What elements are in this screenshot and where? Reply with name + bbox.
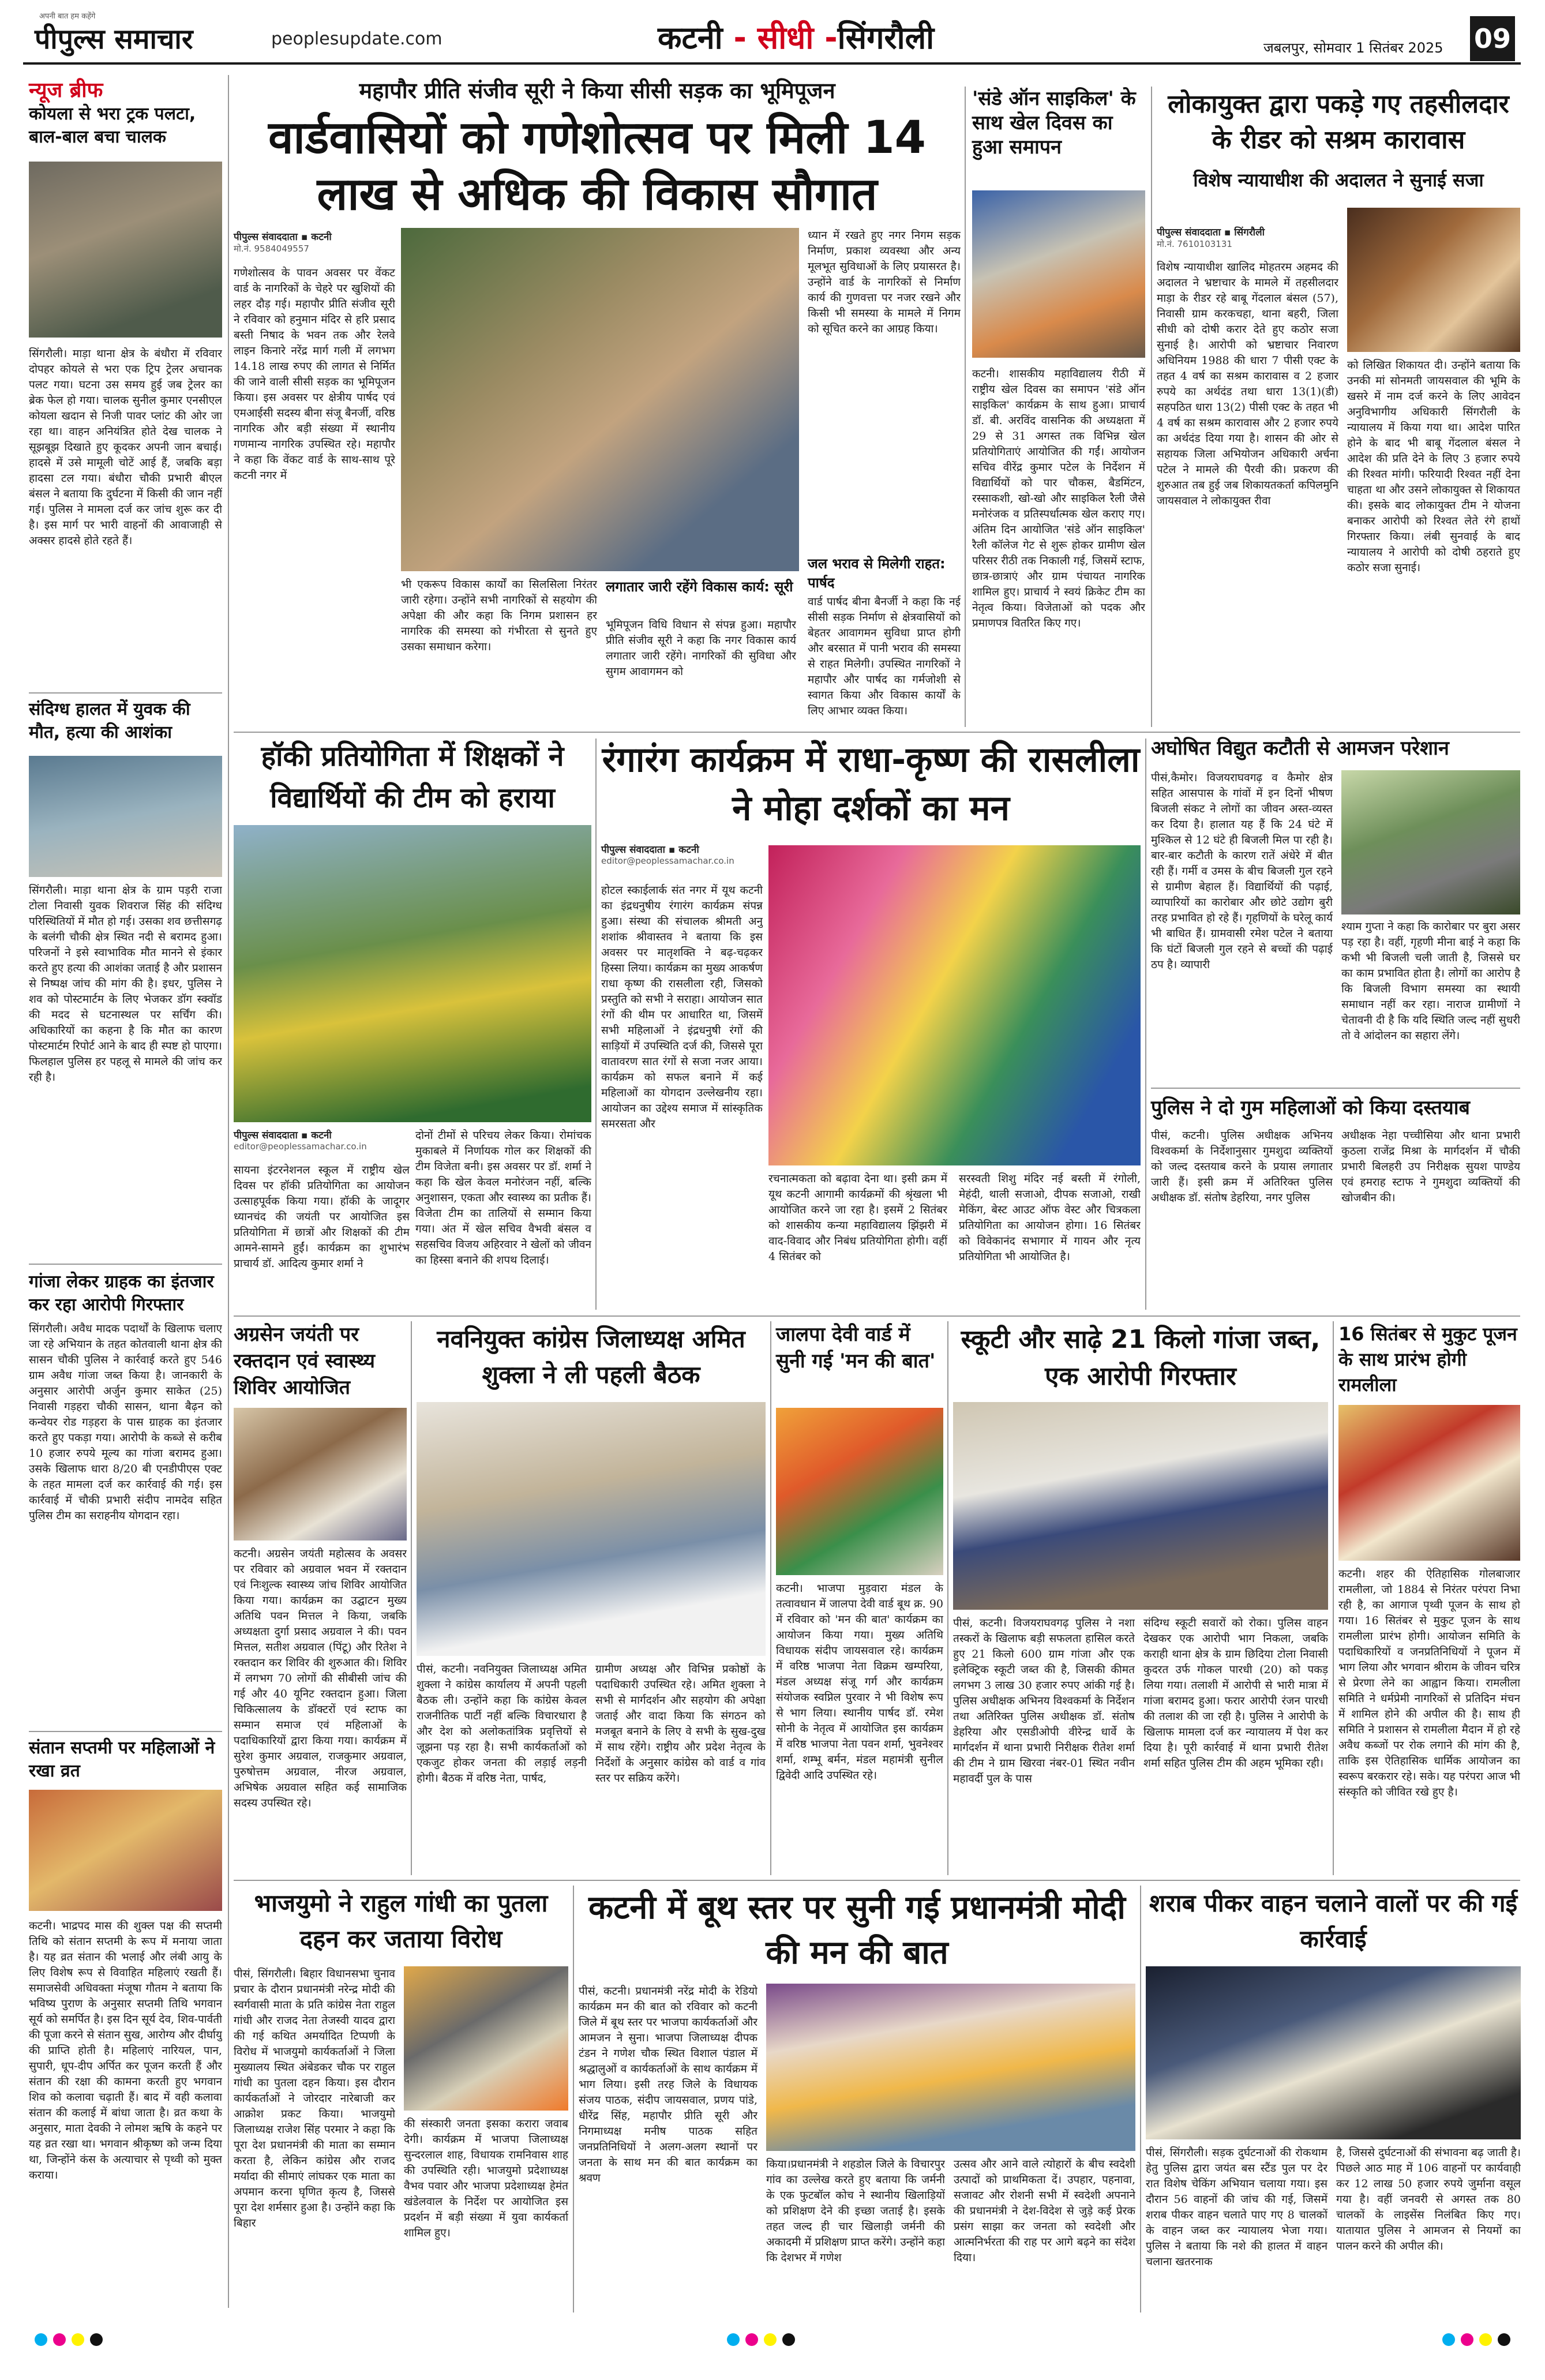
story-body: दोनों टीमों से परिचय लेकर किया। रोमांचक मुकाबले में निर्णायक गोल कर शिक्षकों की टीम विजेता बनी। इस अवसर पर डॉ. शर्मा ने कहा कि खेल केवल मनोरंजन नहीं, बल्कि अनुशासन, एकता और स्वास्थ्य का प्रतीक हैं। विजेता टीम का तालियों से सम्मान किया गया। अंत में खेल सचिव वैभवी बंसल व सहसचिव विजय अहिरवार ने खेलों को जीवन का हिस्सा बनाने की शपथ दिलाई। (415, 1129, 591, 1266)
story-photo-jalpa (776, 1408, 943, 1575)
registration-mark-cyan (1442, 2333, 1455, 2346)
story-headline: अग्रसेन जयंती पर रक्तदान एवं स्वास्थ्य शिविर आयोजित (234, 1323, 375, 1399)
story-headline: शराब पीकर वाहन चलाने वालों पर की गई कार्रवाई (1149, 1889, 1518, 1953)
story-body: संदिग्ध स्कूटी सवारों को रोका। पुलिस वाहन देखकर एक आरोपी भाग निकला, जबकि कराही थाना क्षेत्र के ग्राम छिदिया टोला निवासी कुदरत उर्फ गोकल पारधी (20) को पकड़ लिया गया। तलाशी में आरोपी से भारी मात्रा में गांजा बरामद हुआ। फरार आरोपी रंजन पारधी की तलाश की जा रही है। पुलिस ने आरोपी के खिलाफ मामला दर्ज कर न्यायालय में पेश कर दिया है। पूरी कार्रवाई में थाना प्रभारी रीतेश शर्मा सहित पुलिस टीम की अहम भूमिका रही। (1143, 1617, 1328, 1770)
dateline: जबलपुर, सोमवार 1 सितंबर 2025 (1263, 40, 1443, 56)
byline-phone: मो.नं. 9584049557 (234, 243, 309, 254)
story-mannkibaat (579, 1886, 1135, 2312)
story-headline: नवनियुक्त कांग्रेस जिलाध्यक्ष अमित शुक्ला ने ली पहली बैठक (437, 1325, 745, 1389)
story-bjym (234, 1886, 568, 2312)
story-photo-hockey (234, 825, 591, 1122)
brief-body: कटनी। भाद्रपद मास की शुक्ल पक्ष की सप्तमी तिथि को संतान सप्तमी के रूप में मनाया जाता है। यह व्रत संतान की भलाई और लंबी आयु के लिए विशेष रूप से विवाहित महिलाएं रखती हैं। समाजसेवी अधिवक्ता मंजूषा गौतम ने बताया कि भविष्य पुराण के अनुसार सप्तमी तिथि भगवान सूर्य को समर्पित है। इस दिन सूर्य देव, शिव-पार्वती की पूजा करने से संतान सुख, आरोग्य और दीर्घायु की प्राप्ति होती है। महिलाएं नारियल, पान, सुपारी, धूप-दीप अर्पित कर पूजन करती हैं और संतान की रक्षा की कामना करती हुए भगवान शिव को कलावा चढ़ाती हैं। बाद में वही कलावा संतान की कलाई में बांधा जाता है। व्रत कथा के अनुसार, माता देवकी ने लोमश ऋषि के कहने पर यह व्रत रखा था। भगवान श्रीकृष्ण को जन्म दिया था, जिन्होंने कंस के अत्याचार से पृथ्वी को मुक्त कराया। (29, 1920, 222, 2182)
column-rule (411, 1321, 412, 1875)
column-rule (1151, 87, 1152, 727)
registration-mark-yellow (1479, 2333, 1492, 2346)
page-number: 09 (1470, 16, 1515, 61)
story-main (234, 75, 961, 727)
section-singrauli: सिंगरौली (837, 20, 935, 56)
website-url[interactable]: peoplesupdate.com (271, 29, 442, 49)
registration-mark-magenta (53, 2333, 66, 2346)
story-body: ग्रामीण अध्यक्ष और विभिन्न प्रकोष्ठों के पदाधिकारी उपस्थित रहे। अमित शुक्ला ने सभी से मार्गदर्शन और सहयोग की अपेक्षा जताई और वादा किया कि संगठन को मजबूत बनाने के लिए वे सभी के सुख-दुख में साथ रहेंगे। राष्ट्रीय और प्रदेश नेतृत्व के निर्देशों के अनुसार कांग्रेस को वार्ड व गांव स्तर पर सक्रिय करेंगे। (595, 1663, 766, 1785)
story-body: सायना इंटरनेशनल स्कूल में राष्ट्रीय खेल दिवस पर हॉकी प्रतियोगिता का आयोजन उत्साहपूर्वक किया गया। हॉकी के जादूगर ध्यानचंद की जयंती पर आयोजित इस प्रतियोगिता में छात्रों और शिक्षकों की टीम आमने-सामने हुईं। कार्यक्रम का शुभारंभ प्राचार्य डॉ. आदित्य कुमार शर्मा ने (234, 1164, 410, 1270)
section-divider (234, 732, 1520, 733)
story-body: भूमिपूजन विधि विधान से संपन्न हुआ। महापौर प्रीति संजीव सूरी ने कहा कि नगर विकास कार्य लगातार जारी रहेंगे। नागरिकों की सुविधा और सुगम आवागमन को (606, 619, 796, 678)
story-body: कटनी। शासकीय महाविद्यालय रीठी में राष्ट्रीय खेल दिवस का समापन 'संडे ऑन साइकिल' कार्यक्रम के साथ हुआ। प्राचार्य डॉ. बी. अरविंद वासनिक की अध्यक्षता में 29 से 31 अगस्त तक विभिन्न खेल प्रतियोगिताएं आयोजित की गईं। आयोजन सचिव वीरेंद्र कुमार पटेल के निर्देशन में विद्यार्थियों को पार चौकस, बैडमिंटन, रस्साकशी, खो-खो और साइकिल रैली जैसे मनोरंजक व प्रतिस्पर्धात्मक खेल कराए गए। अंतिम दिन आयोजित 'संडे ऑन साइकिल' रैली कॉलेज गेट से शुरू होकर ग्रामीण खेल परिसर रीठी तक निकाली गई, जिसमें स्टाफ, छात्र-छात्राएं और ग्राम पंचायत नागरिक शामिल हुए। प्राचार्य ने स्वयं क्रिकेट टीम का नेतृत्व किया। विजेताओं को पदक और प्रमाणपत्र वितरित किए गए। (972, 368, 1145, 629)
news-brief-column (29, 75, 222, 2314)
story-headline: हॉकी प्रतियोगिता में शिक्षकों ने विद्यार्थियों की टीम को हराया (261, 740, 564, 814)
story-headline: वार्डवासियों को गणेशोत्सव पर मिली 14 लाख से अधिक की विकास सौगात (268, 112, 926, 220)
brief-body: सिंगरौली। अवैध मादक पदार्थों के खिलाफ चलाए जा रहे अभियान के तहत कोतवाली थाना क्षेत्र की सासन चौकी पुलिस ने कार्रवाई करते हुए 546 ग्राम अवैध गांजा जब्त किया है। जानकारी के अनुसार आरोपी अर्जुन कुमार साकेत (25) निवासी गड़हरा चौकी सासन, थाना बैढ़न को कन्वेयर रोड गड़हरा के पास ग्राहक का इंतजार करते हुए पकड़ा गया। आरोपी के कब्जे से करीब 10 हजार रुपये मूल्य का गांजा बरामद हुआ। उसके खिलाफ धारा 8/20 बी एनडीपीएस एक्ट के तहत मामला दर्ज कर कार्रवाई की गई। इस कार्रवाई में चौकी प्रभारी संदीप नामदेव सहित पुलिस टीम का सराहनीय योगदान रहा। (29, 1322, 222, 1522)
story-photo-raasleela (768, 845, 1141, 1165)
story-body: ध्यान में रखते हुए नगर निगम सड़क निर्माण, प्रकाश व्यवस्था और अन्य मूलभूत सुविधाओं के लिए प्रयासरत है। उन्होंने वार्ड के नागरिकों से निर्माण कार्य की गुणवत्ता पर नजर रखने और किसी भी समस्या के मामले में निगम को सूचित करने का आग्रह किया। (808, 229, 961, 335)
story-drunk-driving (1146, 1886, 1521, 2312)
story-photo-seized-ganja (953, 1402, 1328, 1610)
column-rule (965, 87, 966, 727)
divider (29, 1731, 222, 1732)
byline: पीपुल्स संवाददाता ▪ सिंगरौली मो.नं. 7610103131 (1157, 225, 1341, 250)
story-headline: रंगारंग कार्यक्रम में राधा-कृष्ण की रासलीला ने मोहा दर्शकों का मन (602, 740, 1140, 829)
story-ramleela (1338, 1321, 1520, 1875)
brief-title: संदिग्ध हालत में युवक की मौत, हत्या की आशंका (29, 699, 190, 743)
story-body: उत्सव और आने वाले त्योहारों के बीच स्वदेशी उत्पादों को प्राथमिकता दें। उपहार, पहनावा, सजावट और रोशनी सभी में स्वदेशी अपनाने की प्रधानमंत्री ने देश-विदेश से जुड़े कई प्रेरक प्रसंग साझा कर जनता को स्वदेशी और आत्मनिर्भरता की राह पर आगे बढ़ने का संदेश दिया। (954, 2158, 1135, 2264)
registration-mark-black (782, 2333, 795, 2346)
column-rule (573, 1886, 574, 2312)
column-rule (770, 1321, 771, 1875)
brief-body: सिंगरौली। माड़ा थाना क्षेत्र के ग्राम पड़री राजा टोला निवासी युवक शिवराज सिंह की संदिग्ध परिस्थितियों में मौत हो गई। उसका शव छत्तीसगढ़ के बलंगी चौकी क्षेत्र स्थित नदी से बरामद हुआ। परिजनों ने इसे स्वाभाविक मौत मानने से इंकार करते हुए हत्या की आशंका जताई है और प्रशासन से निष्पक्ष जांच की मांग की है। इधर, पुलिस ने शव को पोस्टमार्टम के लिए भेजकर डॉग स्क्वॉड की मदद से घटनास्थल पर सर्चिंग की। अधिकारियों का कहना है कि मौत का कारण पोस्टमार्टम रिपोर्ट आने के बाद ही स्पष्ट हो पाएगा। फिलहाल पुलिस हर पहलू से मामले की जांच कर रही है। (29, 884, 222, 1084)
registration-mark-black (90, 2333, 103, 2346)
section-divider (234, 1315, 1520, 1317)
column-rule (1333, 1321, 1334, 1875)
story-body: वार्ड पार्षद बीना बैनर्जी ने कहा कि नई सीसी सड़क निर्माण से क्षेत्रवासियों को बेहतर आवागमन सुविधा प्राप्त होगी और बरसात में पानी भराव की समस्या से राहत मिलेगी। उपस्थित नागरिकों ने महापौर और पार्षद का गर्मजोशी से स्वागत किया और विकास कार्यों के लिए आभार व्यक्त किया। (808, 595, 961, 717)
story-headline: भाजयुमो ने राहुल गांधी का पुतला दहन कर जताया विरोध (254, 1889, 548, 1953)
logo-text: पीपुल्स समाचार (35, 23, 193, 55)
divider (29, 1264, 222, 1265)
story-kicker: महापौर प्रीति संजीव सूरी ने किया सीसी सड़क का भूमिपूजन (359, 78, 835, 103)
story-headline: कटनी में बूथ स्तर पर सुनी गई प्रधानमंत्री मोदी की मन की बात (588, 1889, 1126, 1972)
story-photo-blood-donation (234, 1408, 407, 1541)
byline-phone: मो.नं. 7610103131 (1157, 239, 1232, 249)
print-registration-strip (0, 2325, 1545, 2354)
story-body: गणेशोत्सव के पावन अवसर पर वेंकट वार्ड के नागरिकों के चेहरे पर खुशियों की लहर दौड़ गई। महापौर प्रीति संजीव सूरी ने रविवार को हनुमान मंदिर से हरि प्रसाद बस्ती निषाद के भवन तक और रेलवे लाइन किनारे नरेंद्र मार्ग गली में लगभग 14.18 लाख रुपए की लागत से निर्मित की जाने वाली सीसी सड़क का भूमिपूजन किया। इस अवसर पर क्षेत्रीय पार्षद एवं एमआईसी सदस्य बीना संजू बैनर्जी, वरिष्ठ नागरिक और बड़ी संख्या में स्थानीय गणमान्य नागरिक उपस्थित रहे। महापौर ने कहा कि वेंकट वार्ड के साथ-साथ पूरे कटनी नगर में (234, 267, 395, 482)
byline-name: पीपुल्स संवाददाता (234, 1130, 298, 1141)
masthead-rule (23, 62, 1521, 65)
byline-place: सिंगरौली (1234, 227, 1265, 238)
column-rule (595, 739, 597, 1310)
byline-place: कटनी (678, 844, 699, 856)
byline-name: पीपुल्स संवाददाता (601, 844, 665, 856)
brief-photo-women (29, 1790, 222, 1911)
byline-name: पीपुल्स संवाददाता (1157, 227, 1221, 238)
story-raasleela (601, 736, 1141, 1313)
story-body: पीसं, कटनी। नवनियुक्त जिलाध्यक्ष अमित शुक्ला ने कांग्रेस कार्यालय में अपनी पहली बैठक ली। उन्होंने कहा कि कांग्रेस केवल राजनीतिक पार्टी नहीं बल्कि विचारधारा है और देश को अलोकतांत्रिक प्रवृत्तियों से जूझना पड़ रहा है। सभी कार्यकर्ताओं को एकजुट होकर जनता की लड़ाई लड़नी होगी। बैठक में वरिष्ठ नेता, पार्षद, (417, 1663, 587, 1785)
registration-mark-magenta (1461, 2333, 1473, 2346)
story-body: की संस्कारी जनता इसका करारा जवाब देगी। कार्यक्रम में भाजपा जिलाध्यक्ष सुन्दरलाल शाह, विधायक रामनिवास शाह की उपस्थिति रही। भाजयुमो प्रदेशाध्यक्ष वैभव पवार और भाजपा प्रदेशाध्यक्ष हेमंत खंडेलवाल के निर्देश पर आयोजित इस प्रदर्शन में बड़ी संख्या में युवा कार्यकर्ता शामिल हुए। (404, 2117, 568, 2239)
byline: पीपुल्स संवाददाता ▪ कटनी मो.नं. 9584049557 (234, 230, 395, 254)
section-sidhi: सीधी (757, 20, 814, 56)
brief-title: संतान सप्तमी पर महिलाओं ने रखा व्रत (29, 1738, 215, 1781)
column-rule (1145, 739, 1146, 1310)
story-body: अधीक्षक नेहा पच्चीसिया और थाना प्रभारी कुठला राजेंद्र मिश्रा के मार्गदर्शन में चौकी प्रभारी बिलहरी उप निरीक्षक सुयश पाण्डेय एवं हमराह स्टाफ ने गुमशुदा व्यक्तियों की खोजबीन की। (1341, 1129, 1520, 1204)
brief-photo-body (29, 756, 222, 877)
story-headline: जालपा देवी वार्ड में सुनी गई 'मन की बात' (776, 1323, 936, 1373)
byline: पीपुल्स संवाददाता ▪ कटनी editor@peoplessamachar.co.in (234, 1128, 410, 1152)
byline-name: पीपुल्स संवाददाता (234, 231, 298, 243)
story-photo-transformer (1341, 770, 1520, 914)
story-body: को लिखित शिकायत दी। उन्होंने बताया कि उनकी मां सोनमती जायसवाल की भूमि के खसरे में नाम दर्ज करने के लिए आवेदन अनुविभागीय अधिकारी सिंगरौली के न्यायालय में किया गया था। आदेश पारित होने के बाद भी बाबू गेंदलाल बंसल ने आदेश की प्रति देने के लिए 3 हजार रुपये की रिश्वत मांगी। फरियादी रिश्वत नहीं देना चाहता था और उसने लोकायुक्त से शिकायत की। इसके बाद लोकायुक्त टीम ने योजना बनाकर आरोपी को रिश्वत लेते रंगे हाथों गिरफ्तार किया। लंबी सुनवाई के बाद न्यायालय ने आरोपी को दोषी ठहराते हुए कठोर सजा सुनाई। (1347, 359, 1520, 574)
story-lokayukt (1157, 87, 1520, 727)
section-title (658, 15, 934, 58)
story-body: होटल स्काईलार्क संत नगर में यूथ कटनी का इंद्रधनुषीय रंगारंग कार्यक्रम संपन्न हुआ। संस्था की संचालक श्रीमती अनु शशांक श्रीवास्तव ने बताया कि इस अवसर पर मातृशक्ति ने बढ़-चढ़कर हिस्सा लिया। कार्यक्रम का मुख्य आकर्षण राधा कृष्ण की रासलीला रही, जिसको प्रस्तुति को सभी ने सराहा। आयोजन सात रंगों की थीम पर आधारित था, जिसमें सभी महिलाओं ने इंद्रधनुषी रंगों की साड़ियों में उपस्थिति दर्ज की, जिससे पूरा वातावरण सात रंगों से सजा नजर आया। कार्यक्रम को सफल बनाने में कई महिलाओं का योगदान उल्लेखनीय रहा। आयोजन का उद्देश्य समाज में सांस्कृतिक समरसता और (601, 884, 763, 1130)
byline-email[interactable]: editor@peoplessamachar.co.in (234, 1141, 367, 1152)
story-congress (417, 1321, 766, 1875)
story-body: रचनात्मकता को बढ़ावा देना था। इसी क्रम में यूथ कटनी आगामी कार्यक्रमों की श्रृंखला भी आयोजित करने जा रहा है। इसमें 2 सितंबर को शासकीय कन्या महाविद्यालय झिंझरी में वाद-विवाद और निबंध प्रतियोगिता होगी। वहीं 4 सितंबर को (768, 1172, 947, 1263)
story-body: पीसं, सिंगरौली। सड़क दुर्घटनाओं की रोकथाम हेतु पुलिस द्वारा जयंत बस स्टैंड पुल पर देर रात विशेष चेकिंग अभियान चलाया गया। इस दौरान 56 वाहनों की जांच की गई, जिसमें शराब पीकर वाहन चलाते पाए गए 8 चालकों के वाहन जब्त कर न्यायालय भेजा गया। पुलिस ने बताया कि नशे की हालत में वाहन चलाना खतरनाक (1146, 2146, 1327, 2268)
section-divider (234, 1880, 1520, 1881)
news-brief-label: न्यूज ब्रीफ (29, 78, 103, 102)
byline-place: कटनी (311, 1130, 332, 1141)
story-headline: 16 सितंबर से मुकुट पूजन के साथ प्रारंभ होगी रामलीला (1338, 1323, 1517, 1396)
registration-mark-cyan (727, 2333, 740, 2346)
story-agrasen (234, 1321, 407, 1875)
story-headline: 'संडे ऑन साइकिल' के साथ खेल दिवस का हुआ समापन (972, 87, 1136, 159)
registration-mark-cyan (35, 2333, 47, 2346)
story-photo-effigy (404, 1966, 568, 2111)
story-body: किया।प्रधानमंत्री ने शहडोल जिले के विचारपुर गांव का उल्लेख करते हुए बताया कि जर्मनी के एक फुटबॉल कोच ने स्थानीय खिलाड़ियों को प्रशिक्षण देने की इच्छा जताई है। इसके तहत जल्द ही चार खिलाड़ी जर्मनी की अकादमी में प्रशिक्षण प्राप्त करेंगे। उन्होंने कहा कि देशभर में गणेश (766, 2158, 945, 2264)
byline-email[interactable]: editor@peoplessamachar.co.in (601, 856, 734, 866)
brief-body: सिंगरौली। माड़ा थाना क्षेत्र के बंधौरा में रविवार दोपहर कोयले से भरा एक ट्रिप ट्रेलर अचानक पलट गया। घटना उस समय हुई जब ट्रेलर का ब्रेक फेल हो गया। चालक सुनील कुमार एनसीएल कोयला खदान से निजी पावर प्लांट की ओर जा रहा था। वाहन अनियंत्रित होते देख चालक ने सूझबूझ दिखाते हुए कूदकर अपनी जान बचाई। हादसे में उसे मामूली चोटें आई हैं, जबकि बड़ा हादसा टल गया। बंधौरा चौकी प्रभारी बीएल बंसल ने बताया कि दुर्घटना में किसी की जान नहीं गई। पुलिस ने मामला दर्ज कर जांच शुरू कर दी है। इस मार्ग पर भारी वाहनों की आवाजाही से अक्सर हादसे होते रहते हैं। (29, 347, 222, 547)
story-photo-mannkibaat (766, 1984, 1135, 2151)
story-body: पीसं, कटनी। विजयराघवगढ़ पुलिस ने नशा तस्करों के खिलाफ बड़ी सफलता हासिल करते हुए 21 किलो 600 ग्राम गांजा और एक इलेक्ट्रिक स्कूटी जब्त की है, जिसकी कीमत लगभग 3 लाख 30 हजार रुपए आंकी गई है। पुलिस अधीक्षक अभिनय विश्वकर्मा के निर्देशन तथा अतिरिक्त पुलिस अधीक्षक डॉ. संतोष डेहरिया और एसडीओपी वीरेन्द्र धार्वे के मार्गदर्शन में थाना प्रभारी निरीक्षक रीतेश शर्मा की टीम ने ग्राम खिरवा नंबर-01 स्थित नवीन महावर्दी पुल के पास (953, 1617, 1135, 1785)
story-sunday-cycle (972, 87, 1145, 727)
story-photo-checking (1146, 1966, 1521, 2139)
brief-title: कोयला से भरा ट्रक पलटा, बाल-बाल बचा चालक (29, 104, 196, 147)
story-body: कटनी। भाजपा मुड़वारा मंडल के तत्वावधान में जालपा देवी वार्ड बूथ क्र. 90 में रविवार को 'मन की बात' कार्यक्रम का आयोजन किया गया। मुख्य अतिथि विधायक संदीप जायसवाल रहे। कार्यक्रम में वरिष्ठ भाजपा नेता विक्रम खम्परिया, मंडल अध्यक्ष संजू गर्ग और कार्यक्रम संयोजक स्वप्निल पुरवार ने भी विशेष रूप से भाग लिया। स्थानीय पार्षद डॉ. रमेश सोनी के नेतृत्व में आयोजित इस कार्यक्रम में वरिष्ठ भाजपा नेता पवन शर्मा, भुवनेश्वर शर्मा, शम्भू बर्मन, मंडल महामंत्री सुनील द्विवेदी आदि उपस्थित रहे। (776, 1582, 943, 1782)
story-photo-congress-meeting (417, 1402, 766, 1656)
brief-title: गांजा लेकर ग्राहक का इंतजार कर रहा आरोपी गिरफ्तार (29, 1272, 214, 1315)
story-body: कटनी। शहर की ऐतिहासिक गोलबाजार रामलीला, जो 1884 से निरंतर परंपरा निभा रही है, का आगाज पृथ्वी पूजन के साथ हो गया। 16 सितंबर से मुकुट पूजन के साथ रामलीला प्रारंभ होगी। आयोजन समिति के पदाधिकारियों व जनप्रतिनिधियों ने पूजन में भाग लिया और भगवान श्रीराम के जीवन चरित्र से प्रेरणा लेने का आह्वान किया। रामलीला समिति ने धर्मप्रेमी नागरिकों से प्रतिदिन मंचन में शामिल होने की अपील की है। साथ ही समिति ने प्रशासन से रामलीला मैदान में हो रहे अवैध कब्जों पर रोक लगाने की मांग की है, ताकि इस ऐतिहासिक धार्मिक आयोजन का स्वरूप बरकरार रहे। सके। यह परंपरा आज भी संस्कृति को जीवित रखे हुए है। (1338, 1568, 1520, 1798)
story-body: श्याम गुप्ता ने कहा कि कारोबार पर बुरा असर पड़ रहा है। वहीं, गृहणी मीना बाई ने कहा कि कभी भी बिजली चली जाती है, जिससे घर का काम प्रभावित होता है। लोगों का आरोप है कि बिजली विभाग समस्या का स्थायी समाधान नहीं कर रहा। नाराज ग्रामीणों ने चेतावनी दी है कि यदि स्थिति जल्द नहीं सुधरी तो वे आंदोलन का सहारा लेंगे। (1341, 920, 1520, 1042)
story-body: है, जिससे दुर्घटनाओं की संभावना बढ़ जाती है। पिछले आठ माह में 106 वाहनों पर कार्यवाही कर 12 लाख 50 हजार रुपये जुर्माना वसूल गया है। वहीं जनवरी से अगस्त तक 80 चालकों के लाइसेंस निलंबित किए गए। यातायात पुलिस ने आमजन से नियमों का पालन करने की अपील की। (1336, 2146, 1521, 2252)
story-body: पीसं,कैमोर। विजयराघवगढ़ व कैमोर क्षेत्र सहित आसपास के गांवों में इन दिनों भीषण बिजली संकट ने लोगों का जीवन अस्त-व्यस्त कर दिया है। हालात यह हैं कि 24 घंटे में मुश्किल से 12 घंटे ही बिजली मिल पा रही है। बार-बार कटौती के कारण रातें अंधेरे में बीत रही हैं। गर्मी व उमस के बीच बिजली गुल रहने से ग्रामीण बेहाल हैं। विद्यार्थियों की पढ़ाई, व्यापारियों का कारोबार और छोटे उद्योग बुरी तरह प्रभावित हो रहे हैं। गृहणियों के घरेलू कार्य भी बाधित हैं। ग्रामवासी रमेश पटेल ने बताया कि घंटों बिजली गुल रहने से बच्चों की पढ़ाई ठप है। व्यापारी (1151, 771, 1333, 971)
byline: पीपुल्स संवाददाता ▪ कटनी editor@peoplessamachar.co.in (601, 842, 763, 866)
story-body: पीसं, कटनी। पुलिस अधीक्षक अभिनय विश्वकर्मा के निर्देशानुसार गुमशुदा व्यक्तियों को जल्द दस्तयाब करने के प्रयास लगातार जारी हैं। इसी क्रम में अतिरिक्त पुलिस अधीक्षक डॉ. संतोष डेहरिया, नगर पुलिस (1151, 1129, 1333, 1204)
registration-mark-yellow (72, 2333, 84, 2346)
column-rule (228, 75, 229, 2308)
story-photo-students (972, 190, 1145, 358)
story-body: पीसं, सिंगरौली। बिहार विधानसभा चुनाव प्रचार के दौरान प्रधानमंत्री नरेन्द्र मोदी की स्वर्गवासी माता के प्रति कांग्रेस नेता राहुल गांधी और राजद नेता तेजस्वी यादव द्वारा की गई कथित अमर्यादित टिप्पणी के विरोध में भाजयुमो कार्यकर्ताओं ने जिला मुख्यालय स्थित अंबेडकर चौक पर राहुल गांधी का पुतला दहन किया। इस दौरान कार्यकर्ताओं ने जोरदार नारेबाजी कर आक्रोश प्रकट किया। भाजयुमो जिलाध्यक्ष राजेश सिंह परमार ने कहा कि पूरा देश प्रधानमंत्री की माता का सम्मान करता है, लेकिन कांग्रेस और राजद मर्यादा की सीमाएं लांघकर एक माता का अपमान करना घृणित कृत्य है, जिससे पूरा देश शर्मसार हुआ है। उन्होंने कहा कि बिहार (234, 1967, 395, 2229)
story-photo-gavel (1347, 208, 1520, 352)
section-separator: - (733, 20, 757, 56)
story-kicker: विशेष न्यायाधीश की अदालत ने सुनाई सजा (1193, 169, 1484, 191)
story-missing-women (1151, 1093, 1520, 1313)
masthead (0, 0, 1545, 63)
story-power (1151, 736, 1520, 1082)
newspaper-logo (35, 10, 260, 55)
divider (29, 692, 222, 694)
story-headline: स्कूटी और साढ़े 21 किलो गांजा जब्त, एक आरोपी गिरफ्तार (961, 1325, 1321, 1391)
divider (1151, 1088, 1520, 1089)
section-katni: कटनी (658, 20, 723, 56)
story-headline: पुलिस ने दो गुम महिलाओं को किया दस्तयाब (1151, 1096, 1470, 1119)
registration-mark-magenta (745, 2333, 758, 2346)
story-photo-ramleela (1338, 1405, 1520, 1561)
story-scooty (953, 1321, 1328, 1875)
column-rule (1140, 1886, 1141, 2312)
story-subhead: जल भराव से मिलेगी राहत: पार्षद (808, 556, 946, 591)
story-headline: अघोषित विद्युत कटौती से आमजन परेशान (1151, 737, 1449, 760)
story-body: भी एकरूप विकास कार्यों का सिलसिला निरंतर जारी रहेगा। उन्होंने सभी नागरिकों से सहयोग की अपेक्षा की और कहा कि निगम प्रशासन हर नागरिक की समस्या को गंभीरता से सुनते हुए उसका समाधान करेगा। (401, 578, 597, 653)
story-body: पीसं, कटनी। प्रधानमंत्री नरेंद्र मोदी के रेडियो कार्यक्रम मन की बात को रविवार को कटनी जिले में बूथ स्तर पर भाजपा कार्यकर्ताओं और आमजन ने सुना। भाजपा जिलाध्यक्ष दीपक टंडन ने गणेश चौक स्थित विशाल पंडाल में श्रद्धालुओं व कार्यकर्ताओं के साथ कार्यक्रम में भाग लिया। इसी तरह जिले के विधायक संजय पाठक, संदीप जायसवाल, प्रणय पांडे, धीरेंद्र सिंह, महापौर प्रीति सूरी और निगमाध्यक्ष मनीष पाठक सहित जनप्रतिनिधियों ने अलग-अलग स्थानों पर जनता के साथ मन की बात कार्यक्रम का श्रवण (579, 1985, 757, 2184)
registration-mark-black (1498, 2333, 1510, 2346)
registration-mark-yellow (764, 2333, 777, 2346)
story-headline: लोकायुक्त द्वारा पकड़े गए तहसीलदार के रीडर को सश्रम कारावास (1168, 89, 1509, 155)
column-rule (947, 1321, 948, 1875)
brief-photo-truck (29, 162, 222, 338)
story-photo-bhoomipujan (401, 228, 799, 571)
logo-tagline: अपनी बात हम कहेंगे (39, 12, 96, 21)
byline-place: कटनी (311, 231, 332, 243)
story-subhead: लगातार जारी रहेंगे विकास कार्य: सूरी (606, 579, 793, 595)
story-hockey (234, 736, 591, 1313)
section-separator: - (824, 20, 838, 56)
story-jalpa (776, 1321, 943, 1875)
story-body: कटनी। अग्रसेन जयंती महोत्सव के अवसर पर रविवार को अग्रवाल भवन में रक्तदान एवं निःशुल्क स्वास्थ्य जांच शिविर आयोजित किया गया। कार्यक्रम का उद्घाटन मुख्य अतिथि पवन मित्तल ने किया, जबकि अध्यक्षता दुर्गा प्रसाद अग्रवाल ने की। पवन मित्तल, सतीश अग्रवाल (पिंटू) और रितेश ने रक्तदान कर शिविर की शुरुआत की। शिविर में लगभग 70 लोगों की सीबीसी जांच की गई और 40 यूनिट रक्तदान हुआ। जिला चिकित्सालय के डॉक्टरों एवं स्टाफ का सम्मान समाज एवं महिलाओं के पदाधिकारियों द्वारा किया गया। कार्यक्रम में सुरेश कुमार अग्रवाल, राजकुमार अग्रवाल, पुरुषोत्तम अग्रवाल, नीरज अग्रवाल, अभिषेक अग्रवाल सहित कई सामाजिक सदस्य उपस्थित रहे। (234, 1547, 407, 1809)
story-body: विशेष न्यायाधीश खालिद मोहतरम अहमद की अदालत ने भ्रष्टाचार के मामले में तहसीलदार माड़ा के रीडर रहे बाबू गेंदलाल बंसल (57), निवासी ग्राम करकचहा, थाना बहरी, जिला सीधी को दोषी करार देते हुए कठोर सजा सुनाई है। आरोपी को भ्रष्टाचार निवारण अधिनियम 1988 की धारा 7 पीसी एक्ट के तहत 4 वर्ष का सश्रम कारावास व 2 हजार रुपये का अर्थदंड तथा धारा 13(1)(डी) सहपठित धारा 13(2) पीसी एक्ट के तहत भी 4 वर्ष का सश्रम कारावास और 2 हजार रुपये का अर्थदंड दिया गया है। शासन की ओर से सहायक जिला अभियोजन अधिकारी अर्चना पटेल ने मामले की पैरवी की। प्रकरण की शुरुआत तब हुई जब शिकायतकर्ता कपिलमुनि जायसवाल ने लोकायुक्त रीवा (1157, 261, 1338, 507)
story-body: सरस्वती शिशु मंदिर नई बस्ती में रंगोली, मेहंदी, थाली सजाओ, दीपक सजाओ, राखी मेकिंग, बेस्ट आउट ऑफ वेस्ट और चित्रकला प्रतियोगिता का आयोजन होगा। 16 सितंबर को विवेकानंद सभागार में गायन और नृत्य प्रतियोगिता भी आयोजित है। (959, 1172, 1141, 1263)
